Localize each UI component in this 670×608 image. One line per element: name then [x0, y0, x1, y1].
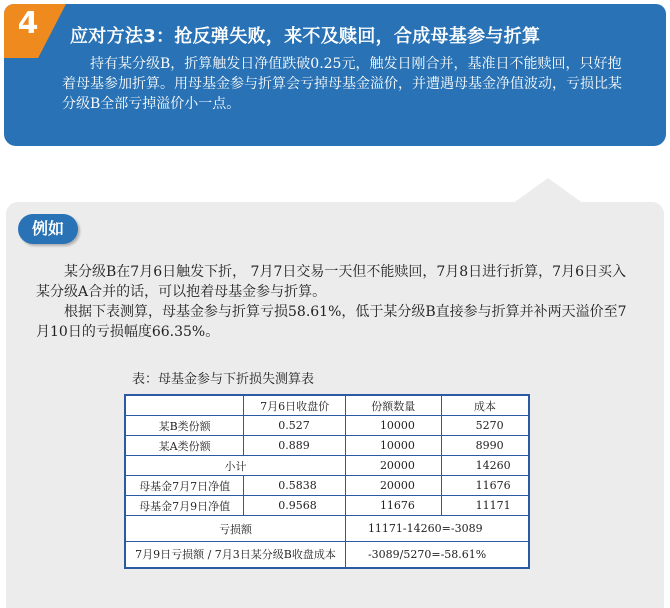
header-cell: 7月6日收盘价 — [244, 395, 346, 416]
row-label: 母基金7月7日净值 — [125, 476, 244, 496]
cell-price: 0.527 — [244, 416, 346, 436]
rate-label: 7月9日亏损额 / 7月3日某分级B收盘成本 — [125, 542, 345, 568]
loss-calculation-table — [124, 394, 530, 569]
table-row-rate — [125, 542, 529, 568]
table-row — [125, 416, 529, 436]
cell-shares: 11676 — [345, 496, 441, 516]
table-row — [125, 476, 529, 496]
step-number: 4 — [17, 6, 39, 41]
cell-cost: 11171 — [441, 496, 529, 516]
row-label: 小计 — [125, 456, 345, 476]
cell-price: 0.5838 — [244, 476, 346, 496]
example-label: 例如 — [18, 214, 78, 244]
table-header-row — [125, 395, 529, 416]
row-label: 某B类份额 — [125, 416, 244, 436]
cell-cost: 5270 — [441, 416, 529, 436]
cell-shares: 20000 — [345, 456, 441, 476]
table-row-loss — [125, 516, 529, 542]
example-paragraph-2: 根据下表测算，母基金参与折算亏损58.61%，低于某分级B直接参与折算并补两天溢价至7月10日的亏损幅度66.35%。 — [36, 304, 627, 340]
cell-price: 0.9568 — [244, 496, 346, 516]
loss-value: 11171-14260=-3089 — [345, 516, 529, 542]
cell-shares: 20000 — [345, 476, 441, 496]
cell-cost: 11676 — [441, 476, 529, 496]
header-cell: 成本 — [441, 395, 529, 416]
row-label: 某A类份额 — [125, 436, 244, 456]
cell-shares: 10000 — [345, 436, 441, 456]
row-label: 母基金7月9日净值 — [125, 496, 244, 516]
cell-cost: 8990 — [441, 436, 529, 456]
table-row — [125, 496, 529, 516]
banner-body-text: 持有某分级B，折算触发日净值跌破0.25元，触发日刚合并，基准日不能赎回，只好抱着母基参加折算。用母基金参与折算会亏掉母基金溢价，并遭遇母基金净值波动，亏损比某分级B全部亏掉溢价小一点。 — [62, 56, 622, 112]
cell-price: 0.889 — [244, 436, 346, 456]
cell-shares: 10000 — [345, 416, 441, 436]
example-paragraph-1: 某分级B在7月6日触发下折， 7月7日交易一天但不能赎回，7月8日进行折算，7月6日买入某分级A合并的话，可以抱着母基金参与折算。 — [36, 264, 626, 300]
table-caption: 表：母基金参与下折损失测算表 — [132, 372, 315, 387]
banner-title: 应对方法3：抢反弹失败，来不及赎回，合成母基参与折算 — [70, 26, 541, 47]
panel-notch — [512, 178, 584, 204]
header-cell — [125, 395, 244, 416]
table-row — [125, 436, 529, 456]
cell-cost: 14260 — [441, 456, 529, 476]
loss-label: 亏损额 — [125, 516, 345, 542]
rate-value: -3089/5270=-58.61% — [345, 542, 529, 568]
table-row — [125, 456, 529, 476]
header-cell: 份额数量 — [345, 395, 441, 416]
